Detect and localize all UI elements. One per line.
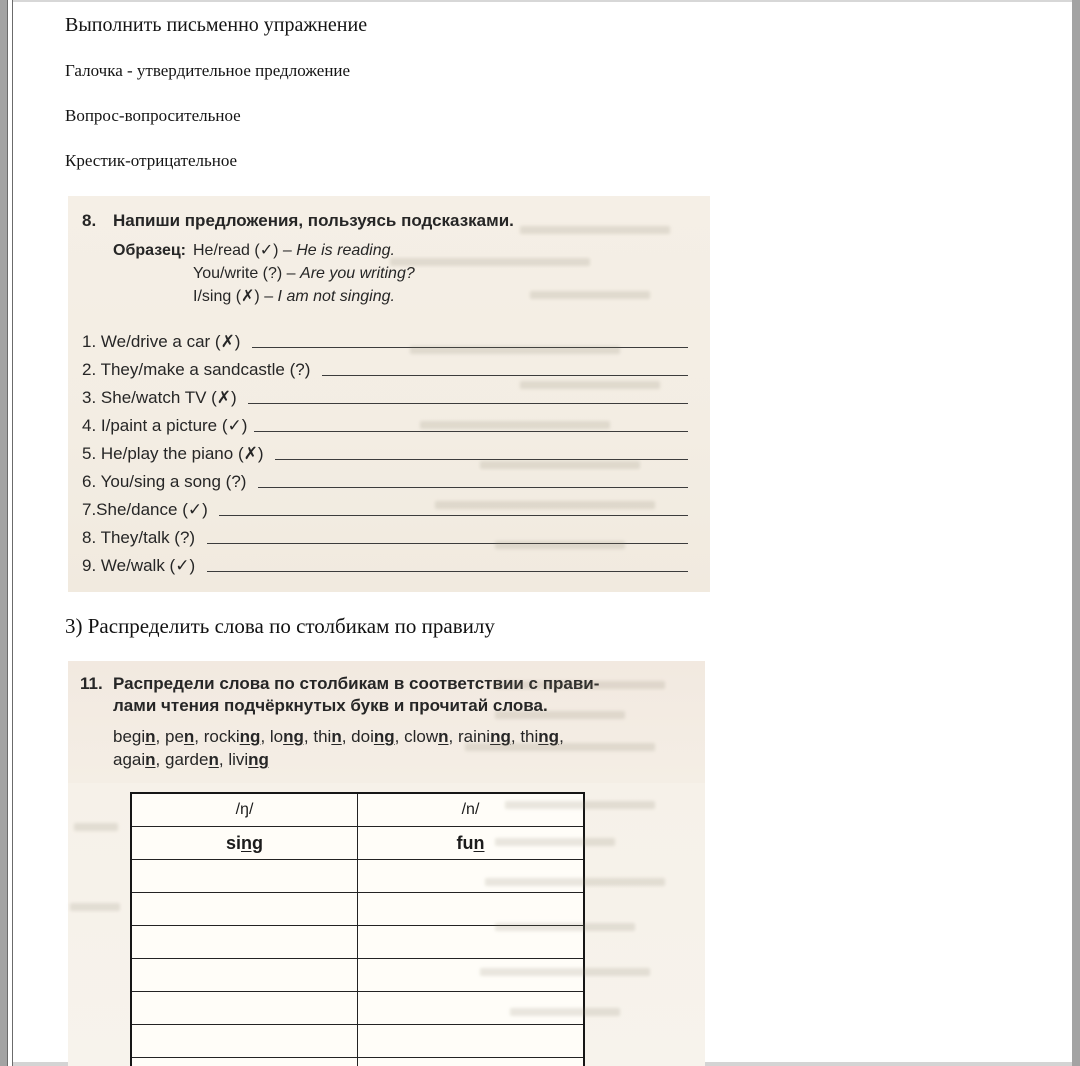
word-fragment: ng — [373, 727, 395, 746]
item-text: 5. He/play the piano (✗) — [82, 444, 269, 463]
exercise-item — [82, 548, 690, 576]
empty-cell — [358, 1058, 585, 1066]
item-text: 9. We/walk (✓) — [82, 556, 200, 575]
empty-cell — [131, 959, 358, 992]
sample-answer: He is reading. — [296, 242, 395, 259]
example-cell-fun — [358, 827, 585, 860]
page-left-gutter — [0, 0, 7, 1066]
exercise11-scan — [68, 661, 705, 783]
empty-cell — [131, 926, 358, 959]
exercise-item — [82, 408, 690, 436]
answer-blank — [252, 347, 688, 348]
answer-blank — [207, 543, 688, 544]
empty-row — [131, 959, 584, 992]
word-fragment: , — [448, 727, 458, 746]
legend-question: Вопрос-вопросительное — [65, 106, 241, 125]
bleed-through-mark — [74, 823, 118, 831]
exercise-item — [82, 352, 690, 380]
empty-cell — [131, 860, 358, 893]
word-fragment: , — [218, 750, 229, 769]
example-word-part: si — [225, 832, 241, 853]
exercise-item — [82, 520, 690, 548]
exercise11-title — [113, 673, 599, 717]
empty-cell — [358, 926, 585, 959]
word-fragment: agai — [113, 750, 146, 769]
word-fragment: garde — [164, 750, 209, 769]
empty-row — [131, 992, 584, 1025]
item-text: 2. They/make a sandcastle (?) — [82, 360, 316, 379]
word-fragment: livi — [228, 750, 249, 769]
exercise8-number: 8. — [82, 211, 97, 230]
word-fragment: thi — [313, 727, 332, 746]
empty-cell — [131, 992, 358, 1025]
exercise-item — [82, 380, 690, 408]
assignment-title: Выполнить письменно упражнение — [65, 14, 368, 36]
answer-blank — [248, 403, 688, 404]
empty-row — [131, 1058, 584, 1066]
sample-prompt: I/sing (✗) – — [193, 288, 278, 305]
bleed-through-mark — [70, 903, 120, 911]
sample-lines — [193, 239, 415, 308]
answer-blank — [207, 571, 688, 572]
word-fragment: raini — [457, 727, 491, 746]
word-fragment: lo — [269, 727, 284, 746]
legend-cross: Крестик-отрицательное — [65, 151, 238, 170]
word-fragment: , — [510, 727, 521, 746]
word-fragment: , — [260, 727, 270, 746]
sorting-table-body — [131, 827, 584, 1066]
word-fragment: , — [394, 727, 405, 746]
sample-line — [193, 239, 415, 262]
empty-row — [131, 860, 584, 893]
column-header-ng: /ŋ/ — [131, 793, 358, 827]
empty-cell — [358, 860, 585, 893]
word-fragment: n — [208, 750, 219, 769]
sample-line — [193, 285, 415, 308]
word-fragment: n — [331, 727, 342, 746]
example-row — [131, 827, 584, 860]
answer-blank — [219, 515, 688, 516]
section3-heading: 3) Распределить слова по столбикам по правилу — [65, 614, 495, 638]
column-header-n: /n/ — [358, 793, 585, 827]
exercise-item — [82, 492, 690, 520]
word-fragment: clow — [404, 727, 439, 746]
answer-blank — [275, 459, 688, 460]
item-text: 6. You/sing a song (?) — [82, 472, 252, 491]
exercise11-header — [80, 673, 691, 717]
exercise-item — [82, 324, 690, 352]
word-fragment: rocki — [203, 727, 240, 746]
item-text: 1. We/drive a car (✗) — [82, 332, 246, 351]
word-fragment: doi — [351, 727, 374, 746]
item-text: 7.She/dance (✓) — [82, 500, 213, 519]
empty-cell — [358, 1025, 585, 1058]
word-fragment: begi — [113, 727, 146, 746]
word-fragment: n — [145, 750, 156, 769]
empty-cell — [358, 959, 585, 992]
empty-cell — [358, 992, 585, 1025]
sample-prompt: He/read (✓) – — [193, 242, 297, 259]
example-word-underlined: n — [473, 832, 485, 853]
table-header-row — [131, 793, 584, 827]
exercise11-title-line1: Распредели слова по столбикам в соответствии с прави- — [113, 674, 600, 693]
answer-blank — [258, 487, 688, 488]
word-fragment: thi — [520, 727, 539, 746]
exercise8-items — [82, 324, 690, 576]
exercise-item — [82, 464, 690, 492]
word-fragment: , — [155, 750, 165, 769]
sample-label: Образец: — [113, 242, 186, 259]
exercise11-title-line2: лами чтения подчёркнутых букв и прочитай слова. — [113, 696, 548, 715]
word-fragment: , — [194, 727, 204, 746]
word-fragment: , — [559, 727, 564, 746]
worksheet-page — [13, 2, 1072, 1062]
empty-row — [131, 1025, 584, 1058]
empty-cell — [131, 1058, 358, 1066]
item-text: 8. They/talk (?) — [82, 528, 200, 547]
word-fragment: ng — [239, 727, 261, 746]
answer-blank — [254, 431, 688, 432]
word-fragment: n — [183, 727, 195, 746]
word-fragment: , — [341, 727, 352, 746]
word-fragment: ng — [283, 727, 304, 746]
exercise8-title: Напиши предложения, пользуясь подсказками. — [113, 211, 514, 230]
word-fragment: , — [303, 727, 314, 746]
word-fragment: pe — [164, 727, 184, 746]
word-fragment: , — [155, 727, 165, 746]
page-right-gutter — [1072, 0, 1080, 1066]
word-fragment: n — [438, 727, 449, 746]
word-fragment: ng — [490, 727, 511, 746]
word-fragment: ng — [538, 727, 560, 746]
word-fragment: ng — [248, 750, 269, 769]
sorting-table-area — [68, 783, 705, 1066]
sample-answer: I am not singing. — [277, 288, 395, 305]
empty-cell — [358, 893, 585, 926]
assignment-intro — [13, 2, 1072, 171]
word-line — [113, 748, 691, 771]
legend-check: Галочка - утвердительное предложение — [65, 61, 351, 80]
exercise-item — [82, 436, 690, 464]
sample-answer: Are you writing? — [300, 265, 415, 282]
empty-cell — [131, 1025, 358, 1058]
exercise11-number: 11. — [80, 674, 103, 693]
sorting-table — [130, 792, 585, 1066]
empty-cell — [131, 893, 358, 926]
item-text: 3. She/watch TV (✗) — [82, 388, 242, 407]
word-fragment: n — [145, 727, 156, 746]
sample-line — [193, 262, 415, 285]
exercise8-samples — [113, 239, 690, 308]
empty-row — [131, 893, 584, 926]
example-word-underlined: ng — [241, 832, 263, 853]
item-text: 4. I/paint a picture (✓) — [82, 416, 248, 435]
empty-row — [131, 926, 584, 959]
answer-blank — [322, 375, 688, 376]
exercise8-header — [82, 210, 690, 232]
exercise11-words — [113, 725, 691, 771]
exercise8-scan — [68, 196, 710, 592]
example-cell-sing — [131, 827, 358, 860]
sample-prompt: You/write (?) – — [193, 265, 301, 282]
word-line — [113, 725, 691, 748]
example-word-part: fu — [456, 832, 474, 853]
